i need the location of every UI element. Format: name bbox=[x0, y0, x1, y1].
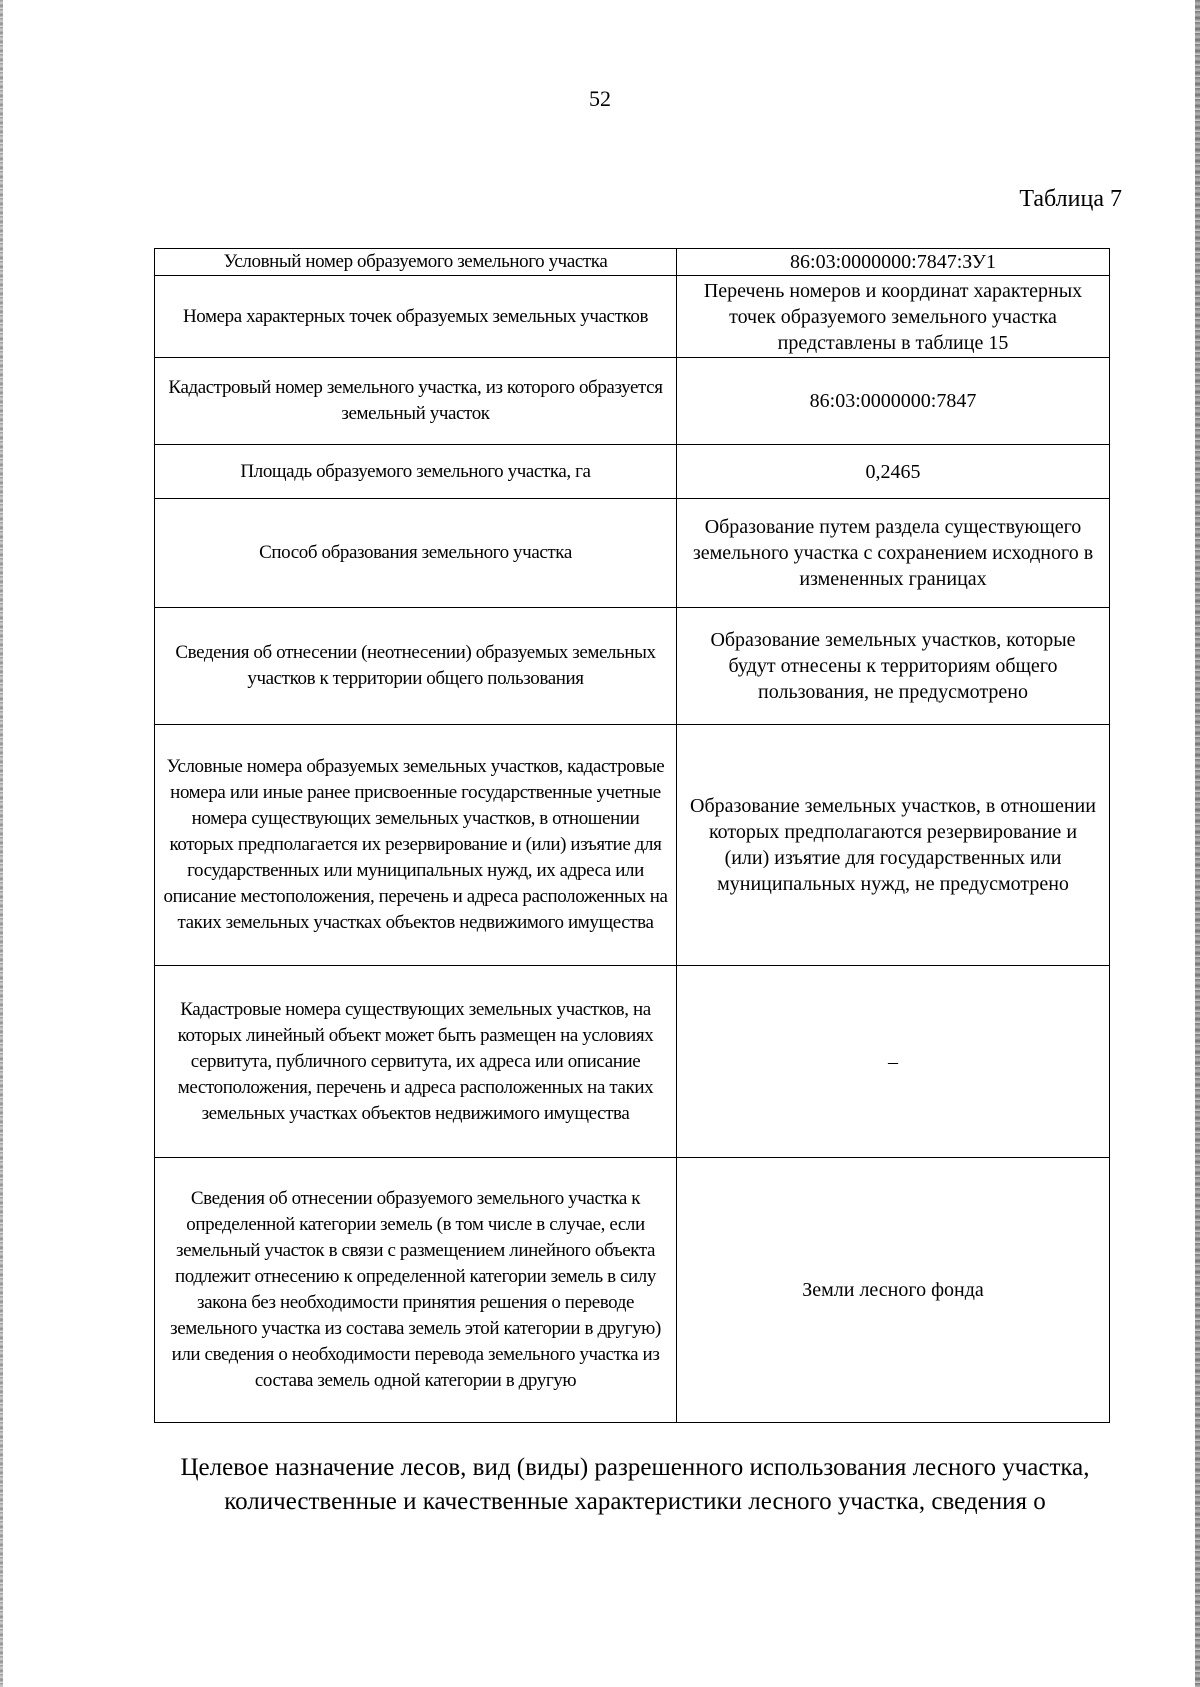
row-value: Образование земельных участков, в отношении которых предполагаются резервирование и (или) изъятие для государственных или муниципальных нужд, не предусмотрено bbox=[677, 725, 1110, 966]
table-row bbox=[155, 249, 1110, 276]
scan-right-edge bbox=[1195, 0, 1200, 1687]
table-row bbox=[155, 725, 1110, 966]
table-row bbox=[155, 1158, 1110, 1423]
row-label: Способ образования земельного участка bbox=[155, 499, 677, 608]
table-row bbox=[155, 358, 1110, 445]
table-row bbox=[155, 445, 1110, 499]
table-row bbox=[155, 499, 1110, 608]
row-label: Площадь образуемого земельного участка, га bbox=[155, 445, 677, 499]
row-value: 0,2465 bbox=[677, 445, 1110, 499]
row-label: Кадастровый номер земельного участка, из которого образуется земельный участок bbox=[155, 358, 677, 445]
land-plot-table bbox=[154, 248, 1110, 1423]
row-value: 86:03:0000000:7847:ЗУ1 bbox=[677, 249, 1110, 276]
page-number: 52 bbox=[589, 86, 611, 111]
section-heading: Целевое назначение лесов, вид (виды) разрешенного использования лесного участка, количественные и качественные характеристики лесного участка, сведения о bbox=[180, 1454, 1090, 1515]
row-label: Номера характерных точек образуемых земельных участков bbox=[155, 276, 677, 358]
table-caption: Таблица 7 bbox=[1019, 186, 1122, 212]
row-value: Перечень номеров и координат характерных точек образуемого земельного участка представлены в таблице 15 bbox=[677, 276, 1110, 358]
table-row bbox=[155, 966, 1110, 1158]
row-value: Образование земельных участков, которые будут отнесены к территориям общего пользования, не предусмотрено bbox=[677, 608, 1110, 725]
table-row bbox=[155, 276, 1110, 358]
row-label: Сведения об отнесении (неотнесении) образуемых земельных участков к территории общего пользования bbox=[155, 608, 677, 725]
scan-left-edge bbox=[0, 0, 3, 1687]
table-row bbox=[155, 608, 1110, 725]
row-value: Образование путем раздела существующего земельного участка с сохранением исходного в измененных границах bbox=[677, 499, 1110, 608]
row-value: 86:03:0000000:7847 bbox=[677, 358, 1110, 445]
row-value: Земли лесного фонда bbox=[677, 1158, 1110, 1423]
row-label: Кадастровые номера существующих земельных участков, на которых линейный объект может быть размещен на условиях сервитута, публичного сервитута, их адреса или описание местоположения, перечень и адреса расположенных на таких земельных участках объектов недвижимого имущества bbox=[155, 966, 677, 1158]
row-label: Условные номера образуемых земельных участков, кадастровые номера или иные ранее присвоенные государственные учетные номера существующих земельных участков, в отношении которых предполагается их резервирование и (или) изъятие для государственных или муниципальных нужд, их адреса или описание местоположения, перечень и адреса расположенных на таких земельных участках объектов недвижимого имущества bbox=[155, 725, 677, 966]
row-label: Сведения об отнесении образуемого земельного участка к определенной категории земель (в том числе в случае, если земельный участок в связи с размещением линейного объекта подлежит отнесению к определенной категории земель в силу закона без необходимости принятия решения о переводе земельного участка из состава земель этой категории в другую) или сведения о необходимости перевода земельного участка из состава земель одной категории в другую bbox=[155, 1158, 677, 1423]
row-label: Условный номер образуемого земельного участка bbox=[155, 249, 677, 276]
row-value: – bbox=[677, 966, 1110, 1158]
